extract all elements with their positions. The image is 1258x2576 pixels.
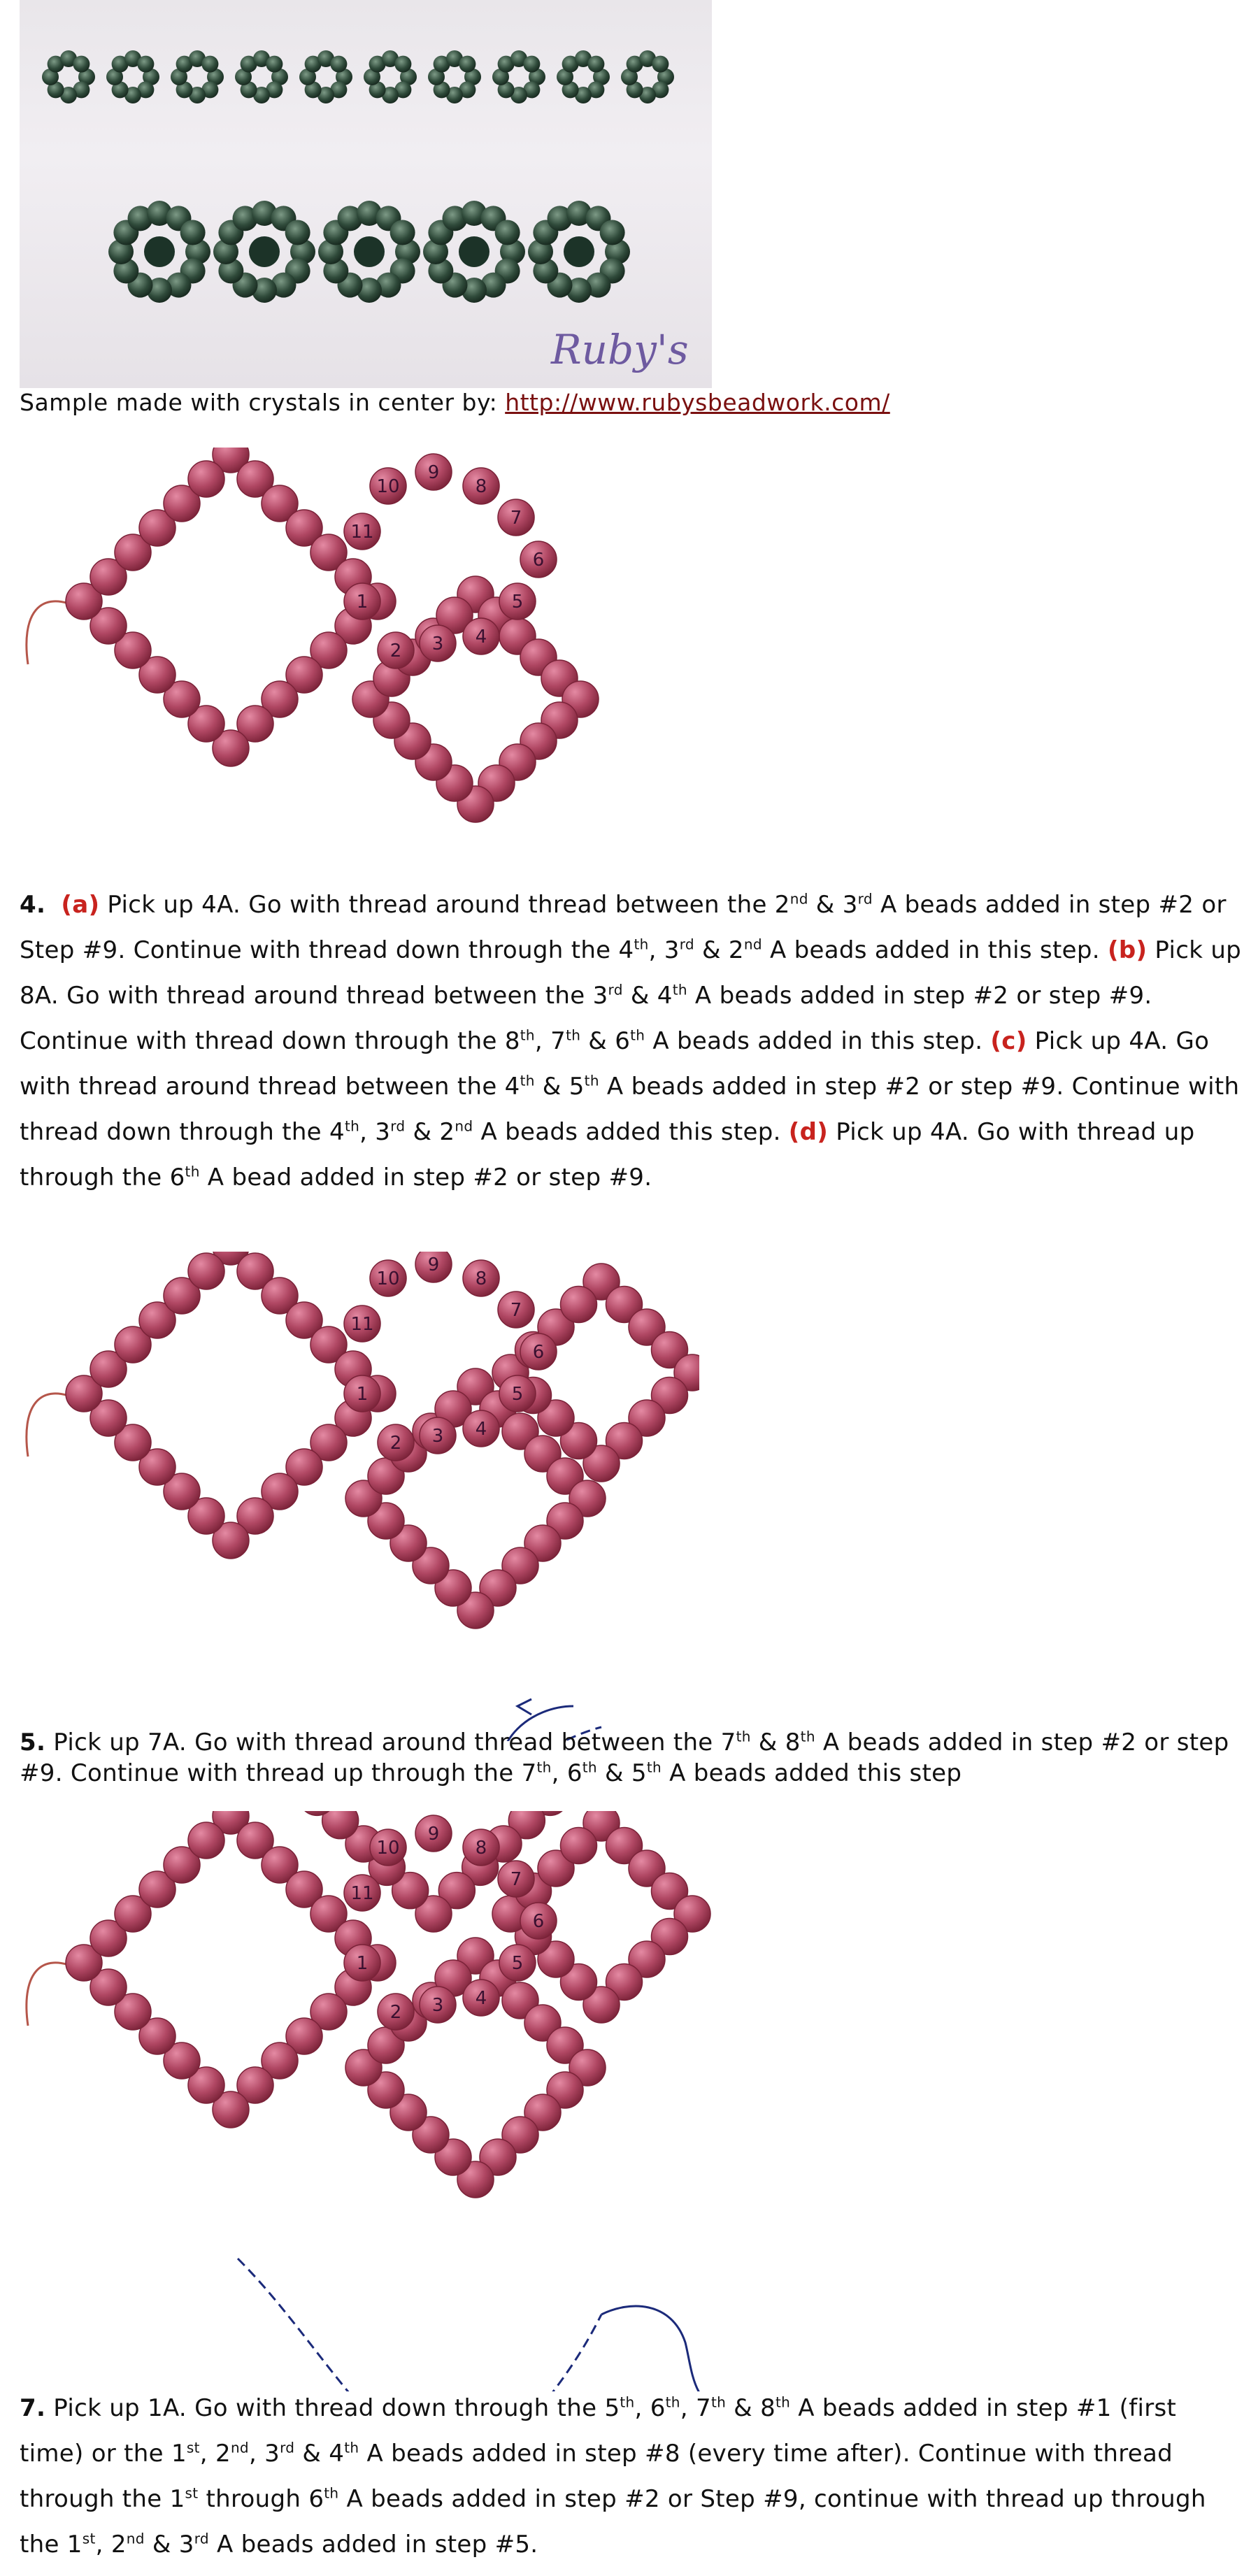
crystal-center	[249, 236, 280, 267]
step-number: 5.	[20, 1729, 46, 1756]
bracelet-bead	[495, 220, 520, 245]
bracelet-bead	[459, 56, 476, 73]
step-part-a-label: (a)	[61, 891, 100, 919]
bracelet-top	[42, 50, 674, 103]
bead-number-label: 4	[475, 1988, 487, 2009]
bracelet-bead	[266, 56, 283, 73]
bead-number-label: 6	[532, 550, 545, 571]
bead-number-label: 5	[511, 1953, 524, 1974]
bead-number-label: 7	[510, 1300, 522, 1321]
step-part-c-label: (c)	[990, 1027, 1027, 1055]
bead-number-label: 3	[431, 634, 444, 654]
bead-number-label: 10	[376, 476, 400, 497]
step-5-instructions	[20, 1727, 1243, 1789]
bead	[188, 1253, 224, 1289]
bracelet-bead	[394, 56, 411, 73]
diagram-step-4	[0, 448, 699, 860]
crystal-center	[144, 236, 175, 267]
step-number: 7.	[20, 2394, 46, 2422]
bead-number-label: 11	[350, 1314, 374, 1335]
bead-number-label: 11	[350, 1883, 374, 1904]
step-4-instructions	[20, 882, 1243, 1201]
bead-number-label: 4	[475, 627, 487, 647]
photo-caption	[20, 389, 890, 416]
bead-number-label: 3	[431, 1995, 444, 2016]
step-part-b-text: Pick up 8A. Go with thread around thread between the 3rd & 4th A beads added in step #2 or step #9. Continue with thread down through the 8th, 7th & 6th A beads added in this step.	[20, 936, 1242, 1055]
crystal-center	[354, 236, 385, 267]
bead-number-label: 1	[356, 1953, 369, 1974]
bead-number-label: 4	[475, 1419, 487, 1440]
bracelet-bead	[652, 56, 669, 73]
bead-number-label: 7	[510, 1869, 522, 1890]
bead-number-label: 8	[475, 1268, 487, 1289]
bead-number-label: 2	[389, 2002, 402, 2023]
bead	[188, 461, 224, 497]
step-7-instructions	[20, 2386, 1243, 2568]
bead-number-label: 10	[376, 1268, 400, 1289]
step-part-c-text: Pick up 4A. Go with thread around thread between the 4th & 5th A beads added in step #2 or step #9. Continue with thread down through the 4th, 3rd & 2nd A beads added this step.	[20, 1027, 1240, 1146]
bead-number-label: 10	[376, 1838, 400, 1859]
bead-number-label: 7	[510, 508, 522, 529]
caption-text: Sample made with crystals in center by:	[20, 389, 506, 416]
bracelet-bead	[587, 56, 604, 73]
step-part-d-label: (d)	[788, 1118, 829, 1146]
bead-diagram-1	[27, 448, 617, 860]
diagram-step-7	[0, 1811, 769, 2391]
thread-arrow-icon	[601, 2306, 729, 2391]
bracelet-bottom	[108, 201, 630, 303]
thread-path	[238, 2259, 601, 2391]
bead-number-label: 8	[475, 476, 487, 497]
bead-number-label: 5	[511, 592, 524, 613]
bead-number-label: 2	[389, 1433, 402, 1454]
step-part-d-text: Pick up 4A. Go with thread up through the 6th A bead added in step #2 or step #9.	[20, 1118, 1195, 1192]
bead-number-label: 5	[511, 1384, 524, 1405]
bead	[561, 1287, 597, 1323]
bead-number-label: 8	[475, 1838, 487, 1859]
bracelet-bead	[180, 220, 206, 245]
crystal-center	[459, 236, 489, 267]
crystal-center	[564, 236, 594, 267]
bracelet-bead	[137, 56, 154, 73]
bead	[188, 1822, 224, 1859]
bead-number-label: 2	[389, 641, 402, 661]
step-text: Pick up 1A. Go with thread down through the 5th, 6th, 7th & 8th A beads added in step #1 (first time) or the 1st, 2nd, 3rd & 4th A beads added in step #8 (every time after). Continue with thread through the 1st through 6th A beads added in step #2 or Step #9, continue with thread up through the 1st, 2nd & 3rd A beads added in step #5.	[20, 2393, 1206, 2559]
bracelet-bead	[201, 56, 218, 73]
step-part-a-text: Pick up 4A. Go with thread around thread between the 2nd & 3rd A beads added in step #2 or Step #9. Continue with thread down through the 4th, 3rd & 2nd A beads added in this step.	[20, 890, 1227, 964]
step-number: 4.	[20, 891, 46, 919]
bracelet-bead	[285, 220, 310, 245]
bead-number-label: 9	[427, 1254, 440, 1275]
bead-diagram-2	[27, 1252, 699, 1741]
brand-watermark: Ruby's	[551, 326, 689, 373]
bead-number-label: 1	[356, 592, 369, 613]
bead-number-label: 1	[356, 1384, 369, 1405]
bead-number-label: 9	[427, 462, 440, 483]
bracelet-bead	[390, 220, 415, 245]
bracelet-bead	[330, 56, 347, 73]
caption-link[interactable]: http://www.rubysbeadwork.com/	[505, 389, 890, 416]
step-text: Pick up 7A. Go with thread around thread between the 7th & 8th A beads added in step #2 or step #9. Continue with thread up through the 7th, 6th & 5th A beads added this step	[20, 1728, 1229, 1787]
diagram-step-5	[0, 1252, 699, 1741]
bead-number-label: 11	[350, 522, 374, 543]
bead-number-label: 6	[532, 1342, 545, 1363]
step-part-b-label: (b)	[1107, 936, 1148, 964]
bracelet-bead	[73, 56, 90, 73]
bead-number-label: 9	[427, 1824, 440, 1845]
bead	[561, 1828, 597, 1864]
bead-diagram-3	[27, 1811, 729, 2391]
bracelet-bead	[600, 220, 625, 245]
bead-number-label: 3	[431, 1426, 444, 1447]
sample-photo	[20, 0, 712, 388]
bracelet-illustration	[20, 0, 712, 388]
bead-number-label: 6	[532, 1911, 545, 1932]
bracelet-bead	[523, 56, 540, 73]
